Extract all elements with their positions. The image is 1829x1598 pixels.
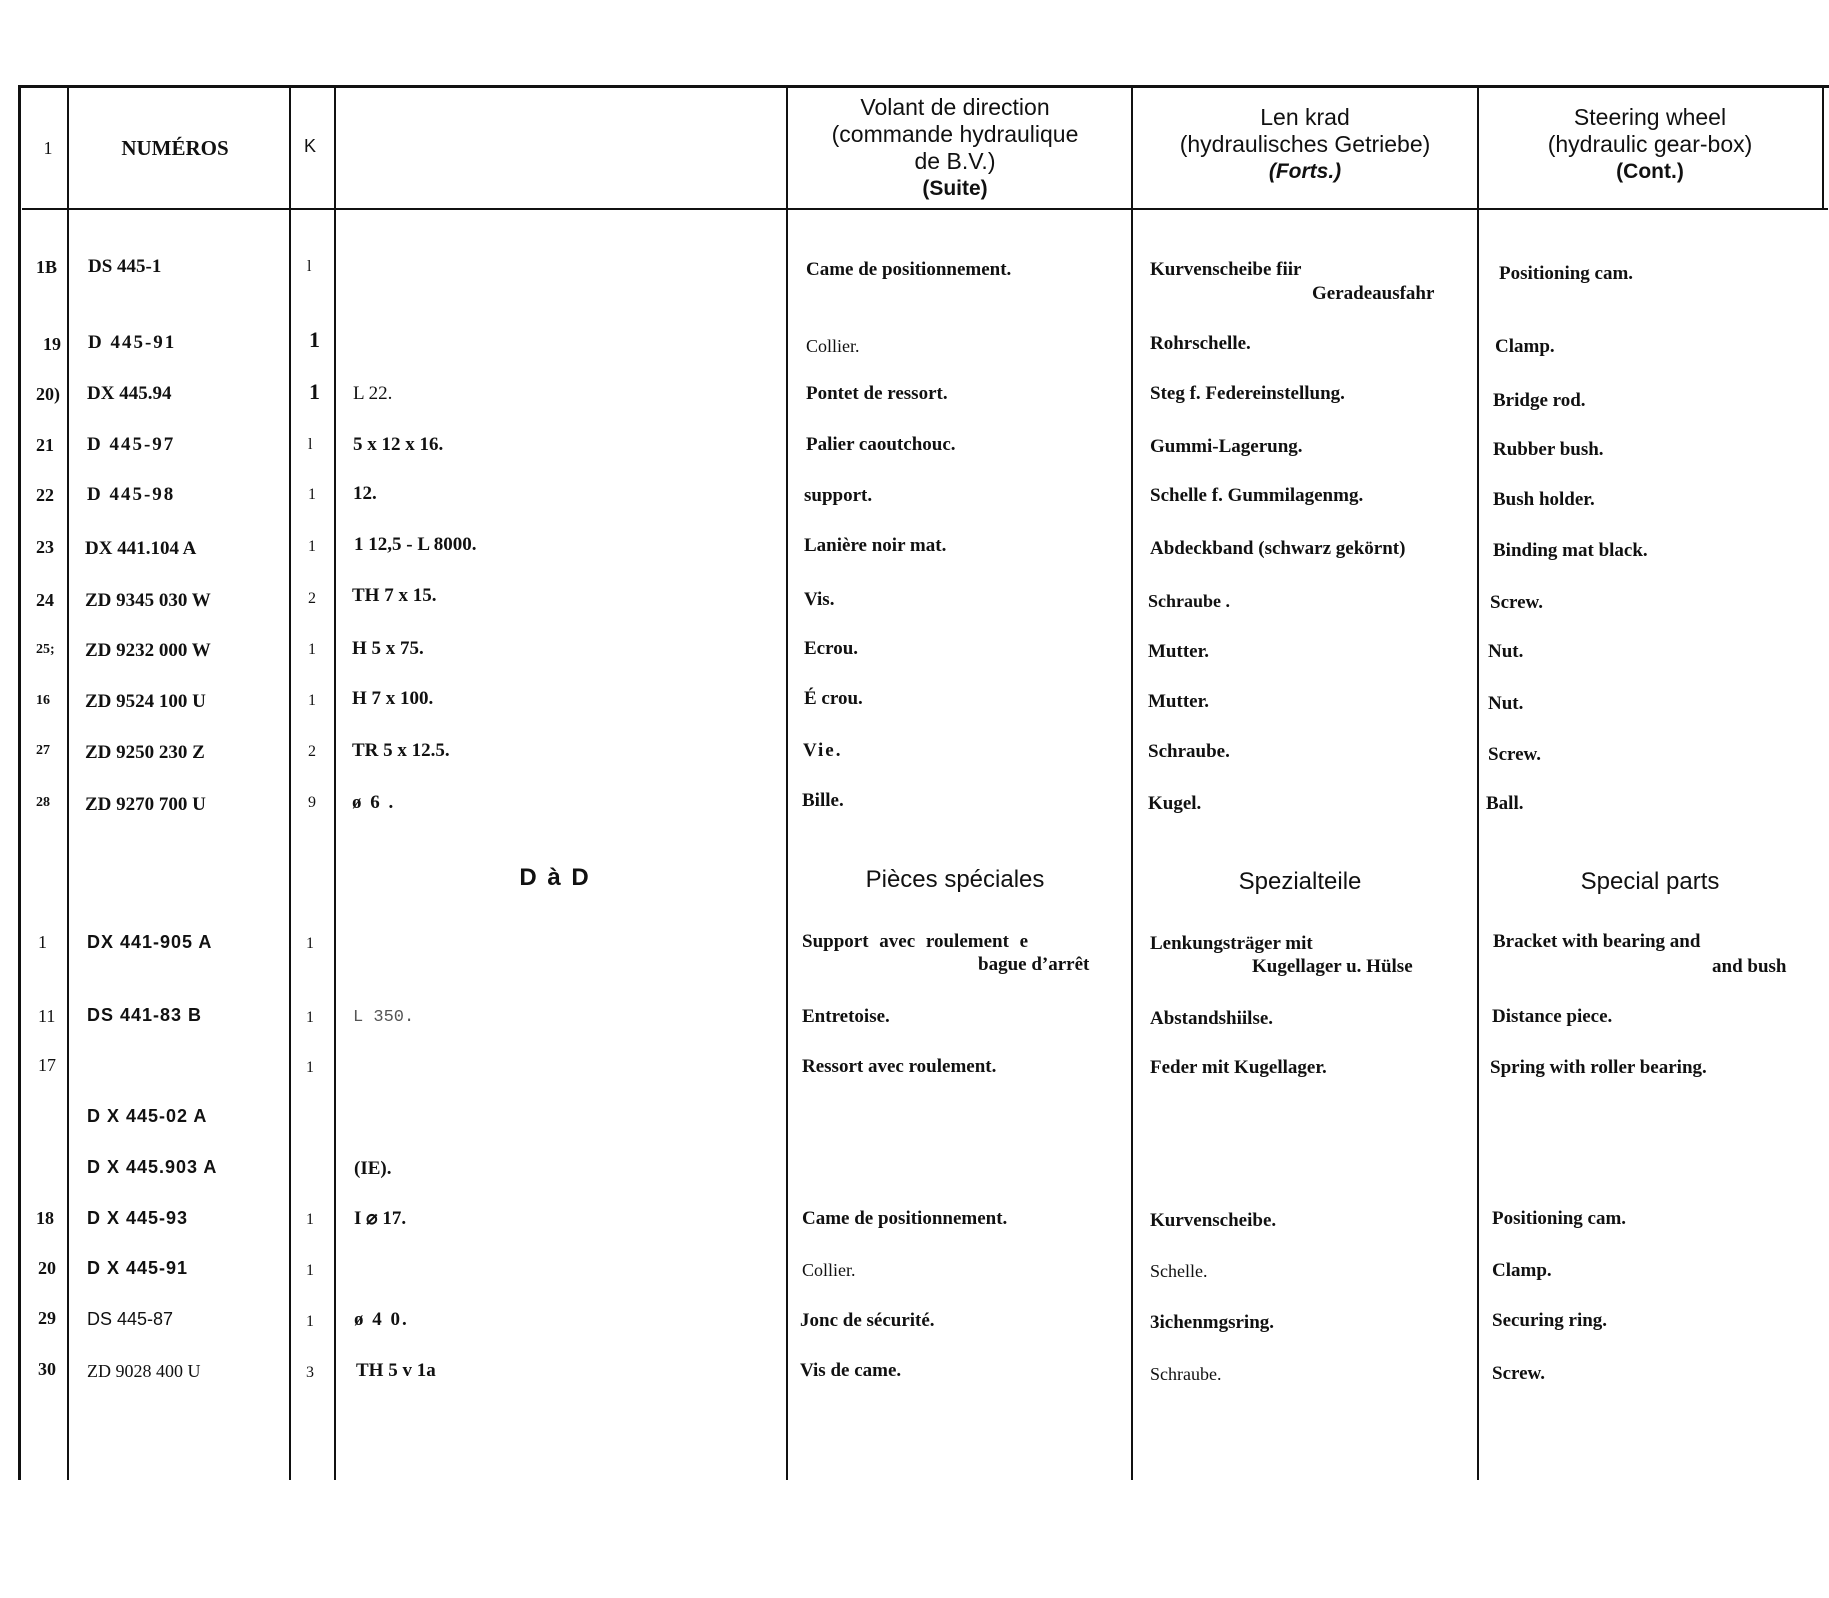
german-desc: Steg f. Federeinstellung.	[1150, 383, 1345, 404]
german-desc: Schraube.	[1150, 1364, 1222, 1384]
part-number: ZD 9250 230 Z	[85, 742, 205, 763]
german-desc-line2: Geradeausfahr	[1312, 283, 1435, 304]
col-divider-3	[334, 85, 336, 1480]
col-divider-5	[1131, 85, 1133, 1480]
row-index: 28	[36, 795, 50, 810]
spec: 12.	[353, 483, 377, 504]
row-index: 16	[36, 693, 50, 708]
french-desc: Ressort avec roulement.	[802, 1056, 997, 1077]
header-numbers: NUMÉROS	[121, 136, 229, 160]
quantity: 1	[306, 935, 314, 952]
spec: TH 7 x 15.	[352, 585, 437, 606]
french-desc: Palier caoutchouc.	[806, 434, 956, 455]
section-english-heading: Special parts	[1580, 868, 1720, 895]
german-desc: Rohrschelle.	[1150, 333, 1251, 354]
part-number: DX 441.104 A	[85, 538, 197, 559]
french-desc: Collier.	[806, 336, 860, 356]
part-number: DX 441-905 A	[87, 932, 213, 952]
english-desc: Positioning cam.	[1492, 1208, 1627, 1229]
german-desc: Lenkungsträger mit	[1150, 933, 1313, 954]
col-divider-4	[786, 85, 788, 1480]
french-desc: Entretoise.	[802, 1006, 890, 1027]
row-index: 29	[38, 1308, 56, 1328]
part-number: ZD 9524 100 U	[85, 691, 206, 712]
french-desc-line2: bague d’arrêt	[978, 954, 1090, 975]
german-desc: Abdeckband (schwarz gekörnt)	[1150, 538, 1406, 559]
quantity: l	[308, 436, 313, 453]
header-french-line2: (commande hydraulique	[831, 121, 1079, 147]
header-french-line3: de B.V.)	[914, 148, 996, 174]
quantity: 1	[309, 327, 320, 352]
french-desc: Support avec roulement e	[802, 931, 1029, 952]
quantity: 1	[306, 1059, 314, 1076]
english-desc-line2: and bush	[1712, 956, 1787, 977]
header-french	[790, 94, 1120, 202]
quantity: 3	[306, 1364, 314, 1381]
spec: I ⌀ 17.	[354, 1208, 407, 1229]
german-desc: Feder mit Kugellager.	[1150, 1057, 1327, 1078]
english-desc: Positioning cam.	[1499, 263, 1634, 284]
german-desc: Abstandshiilse.	[1150, 1008, 1274, 1029]
row-index: 20	[38, 1258, 56, 1278]
section-spec-heading: D à D	[519, 864, 591, 891]
row-index: 30	[38, 1359, 56, 1379]
english-desc: Clamp.	[1492, 1260, 1552, 1281]
german-desc: Schelle.	[1150, 1261, 1208, 1281]
spec: H 5 x 75.	[352, 638, 424, 659]
header-french-title: Volant de direction	[860, 94, 1050, 120]
row-index: 19	[43, 334, 61, 354]
quantity: 9	[308, 794, 316, 811]
quantity: 2	[308, 743, 316, 760]
part-number: D 445-91	[88, 332, 177, 353]
french-desc: É crou.	[804, 688, 863, 709]
header-german-line2: (hydraulisches Getriebe)	[1179, 131, 1431, 157]
german-desc: Schelle f. Gummilagenmg.	[1150, 485, 1364, 506]
header-english-title: Steering wheel	[1573, 104, 1727, 130]
parts-table	[18, 85, 1829, 1480]
part-number: D X 445.903 A	[87, 1157, 218, 1177]
english-desc: Bush holder.	[1493, 489, 1595, 510]
german-desc: Schraube .	[1148, 591, 1231, 611]
french-desc: Ecrou.	[804, 638, 859, 659]
row-index: 22	[36, 485, 54, 505]
quantity: l	[307, 258, 312, 275]
header-english	[1480, 104, 1820, 185]
part-number: DS 445-87	[87, 1309, 174, 1329]
section-french-heading: Pièces spéciales	[865, 866, 1045, 893]
part-number: D 445-98	[87, 484, 176, 505]
quantity: 1	[306, 1211, 314, 1228]
german-desc: Mutter.	[1148, 691, 1210, 712]
spec: H 7 x 100.	[352, 688, 434, 709]
french-desc: Jonc de sécurité.	[800, 1310, 935, 1331]
quantity: 1	[306, 1262, 314, 1279]
english-desc: Distance piece.	[1492, 1006, 1613, 1027]
col-divider-6	[1477, 85, 1479, 1480]
german-desc: Mutter.	[1148, 641, 1210, 662]
english-desc: Clamp.	[1495, 336, 1555, 357]
quantity: 2	[308, 590, 316, 607]
german-desc: Kugel.	[1148, 793, 1202, 814]
row-index: 24	[36, 590, 54, 610]
french-desc: Pontet de ressort.	[806, 383, 948, 404]
french-desc: Bille.	[802, 790, 844, 811]
spec: (IE).	[354, 1158, 392, 1179]
french-desc: Vis.	[804, 589, 835, 610]
part-number: DX 445.94	[87, 383, 172, 404]
part-number: D X 445-93	[87, 1208, 189, 1228]
french-desc: Came de positionnement.	[806, 259, 1012, 280]
english-desc: Spring with roller bearing.	[1490, 1057, 1707, 1078]
col-divider-7	[1822, 85, 1824, 210]
col-divider-0	[18, 85, 21, 1480]
header-english-line2: (hydraulic gear-box)	[1547, 131, 1753, 157]
german-desc: Schraube.	[1148, 741, 1230, 762]
part-number: DS 445-1	[88, 256, 162, 277]
part-number: ZD 9232 000 W	[85, 640, 211, 661]
german-desc-line2: Kugellager u. Hülse	[1252, 956, 1413, 977]
part-number: D 445-97	[87, 434, 176, 455]
row-index: 17	[38, 1055, 56, 1075]
header-k: K	[303, 136, 316, 156]
english-desc: Screw.	[1488, 744, 1541, 765]
header-english-sub: (Cont.)	[1616, 160, 1684, 183]
quantity: 1	[306, 1313, 314, 1330]
row-index: 25;	[36, 642, 55, 657]
english-desc: Bracket with bearing and	[1493, 931, 1701, 952]
spec: ø 4 0.	[354, 1309, 409, 1330]
english-desc: Bridge rod.	[1493, 390, 1586, 411]
french-desc: Collier.	[802, 1260, 856, 1280]
header-french-sub: (Suite)	[922, 177, 988, 200]
header-german-sub: (Forts.)	[1268, 160, 1342, 183]
row-index: 11	[38, 1006, 56, 1026]
row-index: 23	[36, 537, 54, 557]
header-german	[1135, 104, 1475, 185]
row-index: 1	[38, 932, 47, 952]
german-desc: 3ichenmgsring.	[1150, 1312, 1275, 1333]
quantity: 1	[306, 1009, 314, 1026]
spec: TH 5 v 1a	[356, 1360, 436, 1381]
french-desc: Vis de came.	[800, 1360, 902, 1381]
spec: TR 5 x 12.5.	[352, 740, 450, 761]
header-index: 1	[43, 138, 53, 158]
spec: L 22.	[353, 383, 393, 404]
german-desc: Gummi-Lagerung.	[1150, 436, 1303, 457]
header-bottom-border	[22, 208, 1828, 210]
row-index: 21	[36, 435, 54, 455]
spec: ø 6 .	[352, 792, 396, 813]
german-desc: Kurvenscheibe fiir	[1150, 259, 1302, 280]
spec: 5 x 12 x 16.	[353, 434, 444, 455]
english-desc: Securing ring.	[1492, 1310, 1608, 1331]
french-desc: support.	[804, 485, 873, 506]
french-desc: Came de positionnement.	[802, 1208, 1008, 1229]
english-desc: Nut.	[1488, 693, 1524, 714]
quantity: 1	[308, 692, 316, 709]
spec: 1 12,5 - L 8000.	[354, 534, 477, 555]
row-index: 1B	[36, 257, 58, 277]
row-index: 20)	[36, 384, 60, 404]
col-divider-1	[67, 85, 69, 1480]
quantity: 1	[308, 641, 316, 658]
part-number: ZD 9270 700 U	[85, 794, 206, 815]
part-number: D X 445-91	[87, 1258, 189, 1278]
english-desc: Screw.	[1492, 1363, 1545, 1384]
section-german-heading: Spezialteile	[1238, 868, 1362, 895]
english-desc: Nut.	[1488, 641, 1524, 662]
french-desc: Lanière noir mat.	[804, 535, 947, 556]
english-desc: Rubber bush.	[1493, 439, 1604, 460]
part-number: D X 445-02 A	[87, 1106, 208, 1126]
english-desc: Screw.	[1490, 592, 1543, 613]
part-number: ZD 9028 400 U	[87, 1361, 201, 1381]
row-index: 18	[36, 1208, 54, 1228]
row-index: 27	[36, 743, 50, 758]
part-number: DS 441-83 B	[87, 1005, 203, 1025]
english-desc: Binding mat black.	[1493, 540, 1648, 561]
col-divider-2	[289, 85, 291, 1480]
quantity: 1	[308, 538, 316, 555]
part-number: ZD 9345 030 W	[85, 590, 211, 611]
spec: L 350.	[353, 1008, 415, 1027]
french-desc: Vie.	[803, 740, 843, 761]
german-desc: Kurvenscheibe.	[1150, 1210, 1277, 1231]
quantity: 1	[308, 486, 316, 503]
quantity: 1	[309, 379, 320, 404]
header-german-title: Len krad	[1260, 104, 1350, 130]
english-desc: Ball.	[1486, 793, 1524, 814]
